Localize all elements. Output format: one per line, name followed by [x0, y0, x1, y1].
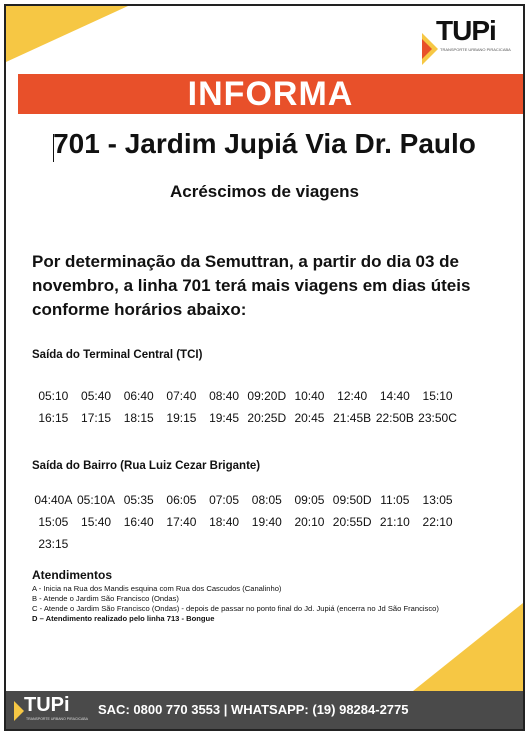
notice-subtitle: Acréscimos de viagens [170, 182, 359, 201]
note-item: D – Atendimento realizado pelo linha 713 - Bongue [32, 614, 215, 623]
departure-time: 15:05 [38, 515, 69, 529]
departure-time: 06:40 [123, 389, 154, 403]
note-item: C - Atende o Jardim São Francisco (Ondas) - depois de passar no ponto final do Jd. Jupiá (encerra no Jd São Francisco) [32, 604, 439, 613]
departure-time: 22:10 [422, 515, 453, 529]
departure-time: 14:40 [379, 389, 410, 403]
schedule-row [32, 511, 512, 533]
logo-tagline: TRANSPORTE URBANO PIRACICABA [26, 717, 88, 721]
departure-time: 17:15 [81, 411, 112, 425]
departure-time: 09:50D [332, 493, 372, 507]
departure-time: 11:05 [380, 493, 410, 507]
departure-time: 05:10 [38, 389, 69, 403]
schedule-terminal [32, 385, 512, 429]
departure-time: 20:55D [332, 515, 372, 529]
notice-sheet [4, 4, 525, 731]
departure-time: 09:20D [247, 389, 287, 403]
departure-time: 06:05 [166, 493, 197, 507]
section-title-terminal: Saída do Terminal Central (TCI) [32, 349, 203, 361]
departure-time: 12:40 [337, 389, 368, 403]
departure-time: 08:40 [209, 389, 240, 403]
departure-time: 16:40 [123, 515, 154, 529]
tupi-logo [420, 15, 520, 65]
informa-banner: INFORMA [18, 74, 523, 114]
departure-time: 16:15 [38, 411, 69, 425]
departure-time: 17:40 [166, 515, 197, 529]
footer-bar [6, 691, 523, 729]
note-item: B - Atende o Jardim São Francisco (Ondas) [32, 594, 179, 603]
logo-tagline: TRANSPORTE URBANO PIRACICABA [440, 47, 511, 52]
schedule-row [32, 407, 512, 429]
departure-time: 19:40 [251, 515, 282, 529]
departure-time: 18:15 [123, 411, 154, 425]
departure-time: 23:50C [418, 411, 457, 425]
departure-time: 20:25D [247, 411, 287, 425]
departure-time: 07:05 [209, 493, 240, 507]
schedule-bairro [32, 489, 512, 555]
tupi-logo-footer [14, 694, 88, 725]
departure-time: 20:10 [294, 515, 325, 529]
yellow-corner-top-left [6, 6, 128, 62]
departure-time: 04:40A [34, 493, 73, 507]
departure-time: 19:15 [166, 411, 197, 425]
departure-time: 07:40 [166, 389, 197, 403]
departure-time: 23:15 [38, 537, 69, 551]
logo-wordmark: TUPi [436, 15, 496, 46]
departure-time: 21:45B [333, 411, 372, 425]
section-title-bairro: Saída do Bairro (Rua Luiz Cezar Brigante) [32, 460, 261, 472]
logo-arrow-accent-icon [422, 39, 432, 59]
departure-time: 09:05 [294, 493, 325, 507]
departure-time: 18:40 [209, 515, 240, 529]
departure-time: 05:40 [81, 389, 112, 403]
departure-time: 10:40 [294, 389, 325, 403]
schedule-row [32, 489, 512, 511]
note-item: A - Inicia na Rua dos Mandis esquina com Rua dos Cascudos (Canalinho) [32, 584, 282, 593]
departure-time: 05:10A [77, 493, 116, 507]
schedule-row [32, 533, 512, 555]
departure-time: 22:50B [375, 411, 414, 425]
schedule-row [32, 385, 512, 407]
departure-time: 13:05 [422, 493, 453, 507]
contact-info: SAC: 0800 770 3553 | WHATSAPP: (19) 98284-2775 [98, 702, 409, 717]
announcement-text: Por determinação da Semuttran, a partir do dia 03 de novembro, a linha 701 terá mais viagens em dias úteis conforme horários abaixo: [32, 252, 471, 319]
logo-arrow-icon [14, 701, 24, 721]
line-title: 701 - Jardim Jupiá Via Dr. Paulo [53, 128, 476, 159]
departure-time: 20:45 [294, 411, 325, 425]
departure-time: 21:10 [379, 515, 410, 529]
departure-time: 08:05 [251, 493, 282, 507]
logo-wordmark: TUPi [24, 694, 70, 716]
departure-time: 19:45 [209, 411, 240, 425]
notes-heading: Atendimentos [32, 568, 113, 582]
departure-time: 15:40 [81, 515, 112, 529]
departure-time: 05:35 [123, 493, 154, 507]
departure-time: 15:10 [422, 389, 453, 403]
service-notes [32, 568, 510, 624]
